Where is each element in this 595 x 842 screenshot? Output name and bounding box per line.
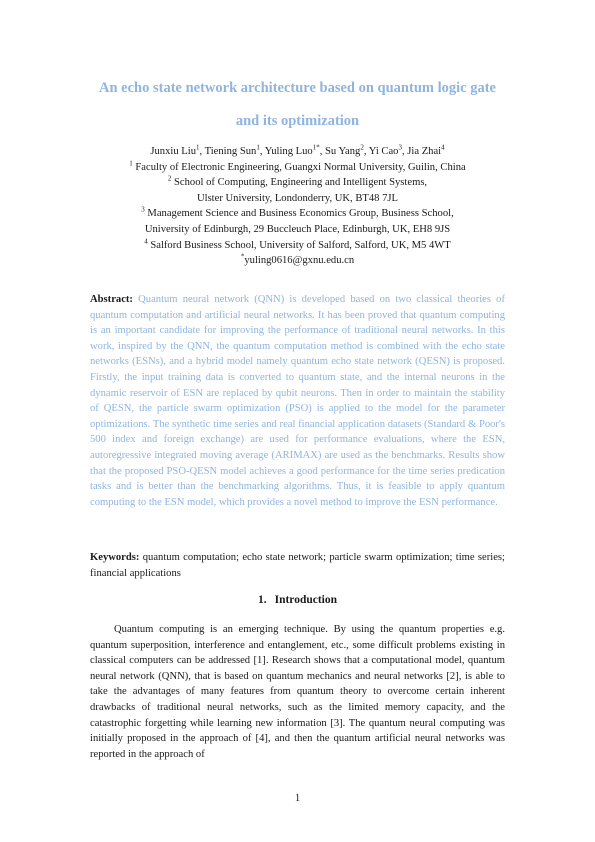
author-affil-mark: 4 — [441, 143, 445, 152]
affiliation-line — [60, 175, 535, 191]
author-affil-mark: 2 — [360, 143, 364, 152]
affil-mark: * — [240, 252, 245, 261]
author-name: , Jia Zhai — [401, 146, 442, 157]
paper-title-line-1: An echo state network architecture based on quantum logic gate — [99, 80, 496, 96]
author-affil-mark: 1 — [196, 143, 200, 152]
email-text: yuling0616@gxnu.edu.cn — [244, 255, 355, 267]
abstract-block: Abstract: Quantum neural network (QNN) is developed based on two classical theories of quantum computation and artificial neural networks. It has been proved that quantum computing is an important candidate for improving the performance of traditional neural networks. In this work, inspired by the QNN, the quantum computation method is combined with the echo state networks (ESNs), and a hybrid model namely quantum echo state network (QESN) is proposed. Firstly, the input training data is converted to quantum state, and the internal neurons in the dynamic reservoir of ESN are replaced by qubit neurons. Then in order to maintain the stability of QESN, the particle swarm optimization (PSO) is applied to the model for the parameter optimizations. The synthetic time series and real financial application datasets (Standard & Poor's 500 index and foreign exchange) are used for performance evaluations, where the ESN, autoregressive integrated moving average (ARIMAX) are used as the benchmarks. Results show that the proposed PSO-QESN model achieves a good performance for the time series predication tasks and is better than the benchmarking algorithms. Thus, it is feasible to apply quantum computing to the ESN model, which provides a novel method to improve the ESN performance. — [90, 294, 505, 508]
author-block — [60, 144, 535, 269]
affiliation-line — [60, 222, 535, 238]
affil-text: University of Edinburgh, 29 Buccleuch Place, Edinburgh, UK, EH8 9JS — [144, 223, 451, 235]
author-name: , Yi Cao — [363, 146, 399, 157]
affil-text: Management Science and Business Economics Group, Business School, — [144, 208, 454, 220]
affiliation-line — [60, 238, 535, 254]
corresponding-email — [60, 253, 535, 269]
paper-title-line-2: and its optimization — [235, 113, 360, 129]
affil-text: School of Computing, Engineering and Intelligent Systems, — [171, 177, 428, 189]
author-name: , Tiening Sun — [199, 146, 257, 157]
section-number: 1. — [257, 594, 267, 606]
affiliation-line — [60, 160, 535, 176]
intro-paragraph: Quantum computing is an emerging technique. By using the quantum properties e.g. quantum superposition, interference and entanglement, etc., some difficult problems existing in classical computers can be addressed [1]. Research shows that a computational model, quantum neural network (QNN), that is based on quantum mechanics and neural networks [2], is able to take the advantages of many features from quantum theory to overcome certain inherent drawbacks of traditional neural networks, such as the limited memory capacity, and the catastrophic forgetting while learning new information [3]. The quantum neural computing was initially proposed in the approach of [4], and then the quantum artificial neural networks was reported in the approach of — [90, 624, 505, 760]
section-title: Introduction — [274, 594, 338, 606]
author-affil-mark: 1* — [312, 143, 320, 152]
abstract-text: Quantum neural network (QNN) is developed based on two classical theories of quantum computation and artificial neural networks. It has been proved that quantum computing is an important candidate for improving the performance of traditional neural networks. In this work, inspired by the QNN, the quantum computation method is combined with the echo state networks (ESNs), and a hybrid model namely quantum echo state network (QESN) is proposed. Firstly, the input training data is converted to quantum state, and the internal neurons in the dynamic reservoir of ESN are replaced by qubit neurons. Then in order to maintain the stability of QESN, the particle swarm optimization (PSO) is applied to the model for the parameter optimizations. The synthetic time series and real financial application datasets (Standard & Poor's 500 index and foreign exchange) are used for performance evaluations, where the ESN, autoregressive integrated moving average (ARIMAX) are used as the benchmarks. Results show that the proposed PSO-QESN model achieves a good performance for the time series predication tasks and is better than the benchmarking algorithms. Thus, it is feasible to apply quantum computing to the ESN model, which provides a novel method to improve the ESN performance. — [90, 294, 505, 508]
author-name: , Yuling Luo — [259, 146, 313, 157]
affiliation-line — [60, 191, 535, 207]
affil-text: Salford Business School, University of Salford, Salford, UK, M5 4WT — [147, 239, 451, 251]
section-heading — [60, 594, 535, 606]
affil-text: Ulster University, Londonderry, UK, BT48 7JL — [196, 192, 399, 204]
affil-mark: 2 — [167, 174, 172, 183]
page-number: 1 — [294, 793, 301, 804]
author-affil-mark: 3 — [398, 143, 402, 152]
affiliation-line — [60, 206, 535, 222]
author-name: , Su Yang — [319, 146, 361, 157]
affil-text: Faculty of Electronic Engineering, Guangxi Normal University, Guilin, China — [132, 161, 466, 173]
affil-mark: 1 — [129, 159, 133, 168]
author-affil-mark: 1 — [256, 143, 260, 152]
keywords-label: Keywords — [90, 552, 136, 563]
affil-mark: 3 — [141, 205, 145, 214]
keywords-text: quantum computation; echo state network; particle swarm optimization; time series; financial applications — [90, 552, 505, 579]
abstract-label: Abstract — [90, 294, 130, 305]
author-list — [60, 144, 535, 160]
author-name: Junxiu Liu — [150, 146, 196, 157]
keywords-block: Keywords: quantum computation; echo state network; particle swarm optimization; time series; financial applications — [90, 552, 505, 579]
affil-mark: 4 — [144, 237, 148, 246]
